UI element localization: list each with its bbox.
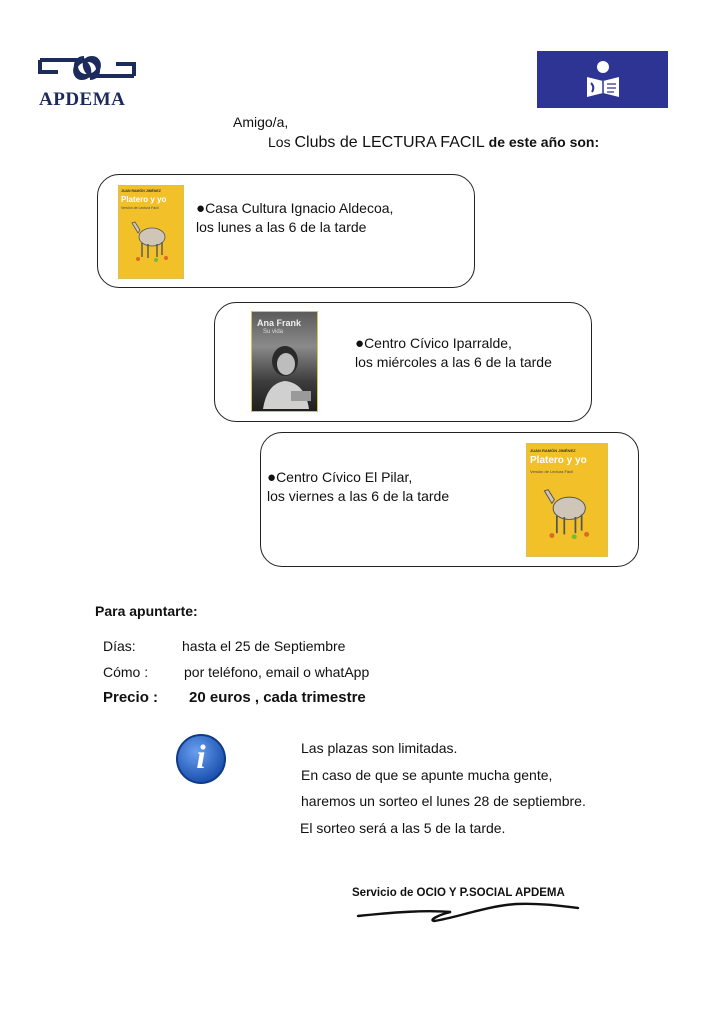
footer-signature: Servicio de OCIO Y P.SOCIAL APDEMA xyxy=(352,887,565,899)
signup-days-value: hasta el 25 de Septiembre xyxy=(182,638,346,654)
intro-suffix: de este año son: xyxy=(484,134,600,150)
club-card-3 xyxy=(260,432,639,567)
club-1-schedule: los lunes a las 6 de la tarde xyxy=(196,219,367,235)
book-title: Platero y yo xyxy=(121,195,167,204)
book-title: Ana Frank xyxy=(257,318,302,328)
club-3-schedule: los viernes a las 6 de la tarde xyxy=(267,488,450,504)
info-line-2: En caso de que se apunte mucha gente, xyxy=(301,766,553,783)
knot-icon xyxy=(38,50,136,86)
signup-days-label: Días: xyxy=(103,638,136,654)
book-cover-platero xyxy=(526,443,608,557)
club-card-1 xyxy=(97,174,475,288)
signup-how-value: por teléfono, email o whatApp xyxy=(184,664,370,680)
info-line-3: haremos un sorteo el lunes 28 de septiembre. xyxy=(301,793,586,809)
book-author: JUAN RAMÓN JIMÉNEZ xyxy=(121,189,161,193)
club-3-text xyxy=(267,468,449,506)
club-2-schedule: los miércoles a las 6 de la tarde xyxy=(355,354,552,370)
club-1-text xyxy=(196,199,393,237)
book-title: Platero y yo xyxy=(530,455,587,466)
book-author: JUAN RAMÓN JIMÉNEZ xyxy=(530,448,576,453)
club-2-place: Centro Cívico Iparralde, xyxy=(364,335,512,351)
club-3-place: Centro Cívico El Pilar, xyxy=(276,469,413,485)
signup-title: Para apuntarte: xyxy=(95,603,198,619)
bullet-1: ● xyxy=(196,200,206,217)
signup-price-label: Precio : xyxy=(103,689,159,706)
club-2-text xyxy=(355,334,552,372)
signup-how-label: Cómo : xyxy=(103,664,149,680)
intro-highlight: Clubs de LECTURA FACIL xyxy=(294,134,485,151)
book-subtitle: Versión de Lectura Fácil xyxy=(121,206,159,210)
intro-line xyxy=(268,134,599,152)
intro-prefix: Los xyxy=(268,134,295,150)
signup-price-value: 20 euros , cada trimestre xyxy=(189,689,366,706)
easy-read-badge xyxy=(537,51,668,108)
book-subtitle: Versión de Lectura Fácil xyxy=(530,469,573,474)
book-subtitle: Su vida xyxy=(263,329,284,335)
info-line-4: El sorteo será a las 5 de la tarde. xyxy=(300,819,506,836)
info-icon-glyph: i xyxy=(196,739,206,776)
info-line-1: Las plazas son limitadas. xyxy=(301,740,458,756)
bullet-3: ● xyxy=(267,469,277,486)
club-card-2 xyxy=(214,302,592,422)
donkey-illustration-icon xyxy=(126,215,176,265)
apdema-logo xyxy=(38,50,138,110)
org-name: APDEMA xyxy=(39,89,126,110)
club-1-place: Casa Cultura Ignacio Aldecoa, xyxy=(205,200,394,216)
info-note xyxy=(300,735,586,841)
info-icon xyxy=(175,733,227,785)
book-cover-platero xyxy=(118,185,184,279)
portrait-illustration-icon xyxy=(255,339,315,409)
donkey-illustration-icon xyxy=(536,481,600,543)
signature-flourish xyxy=(356,900,586,924)
bullet-2: ● xyxy=(355,335,365,352)
book-cover-ana-frank xyxy=(251,311,318,412)
greeting: Amigo/a, xyxy=(233,114,289,130)
person-reading-icon xyxy=(583,59,623,99)
